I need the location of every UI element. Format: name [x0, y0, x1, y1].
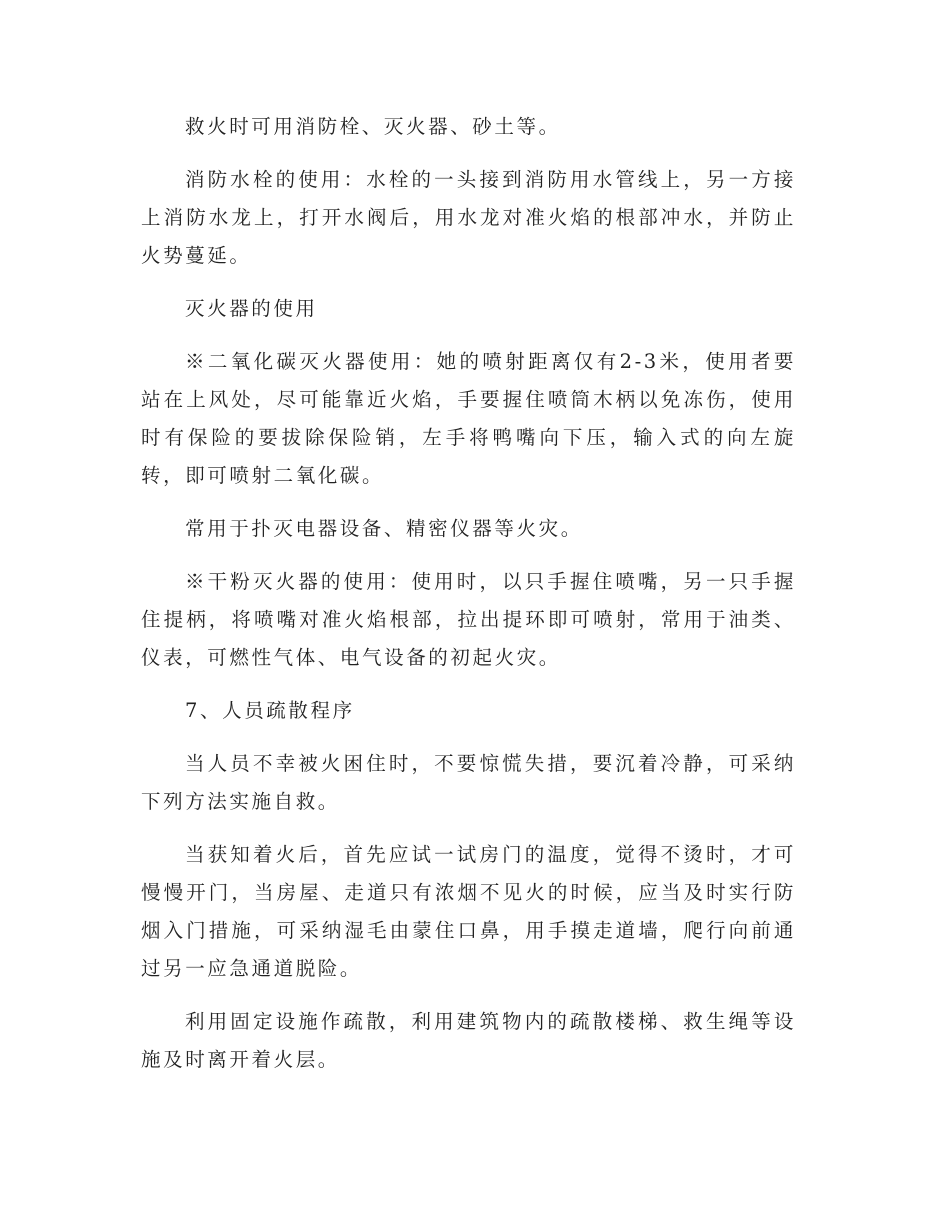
paragraph-fire-tools: 救火时可用消防栓、灭火器、砂土等。	[185, 115, 561, 138]
paragraph-extinguisher-heading: 灭火器的使用	[185, 297, 318, 320]
paragraph-trapped-self-rescue: 当人员不幸被火困住时，不要惊慌失措，要沉着冷静，可采纳下列方法实施自救。	[141, 752, 796, 813]
paragraph-hydrant-usage: 消防水栓的使用：水栓的一头接到消防用水管线上，另一方接上消防水龙上，打开水阀后，用水龙对准火焰的根部冲水，并防止火势蔓延。	[141, 168, 796, 267]
document-body	[141, 108, 796, 1094]
paragraph-co2-application: 常用于扑灭电器设备、精密仪器等火灾。	[185, 517, 583, 540]
paragraph-fixed-facilities: 利用固定设施作疏散，利用建筑物内的疏散楼梯、救生绳等设施及时离开着火层。	[141, 1010, 796, 1071]
paragraph-powder-extinguisher: ※干粉灭火器的使用：使用时，以只手握住喷嘴，另一只手握住提柄，将喷嘴对准火焰根部，拉出提环即可喷射，常用于油类、仪表，可燃性气体、电气设备的初起火灾。	[141, 570, 796, 669]
paragraph-door-smoke-escape: 当获知着火后，首先应试一试房门的温度，觉得不烫时，才可慢慢开门，当房屋、走道只有浓烟不见火的时候，应当及时实行防烟入门措施，可采纳湿毛由蒙住口鼻，用手摸走道墙，爬行向前通过另一应急通道脱险。	[141, 843, 796, 980]
paragraph-co2-extinguisher: ※二氧化碳灭火器使用：她的喷射距离仅有2-3米，使用者要站在上风处，尽可能靠近火焰，手要握住喷筒木柄以免冻伤，使用时有保险的要拔除保险销，左手将鸭嘴向下压，输入式的向左旋转，即可喷射二氧化碳。	[141, 350, 796, 487]
section-heading-evacuation: 7、人员疏散程序	[185, 699, 355, 722]
